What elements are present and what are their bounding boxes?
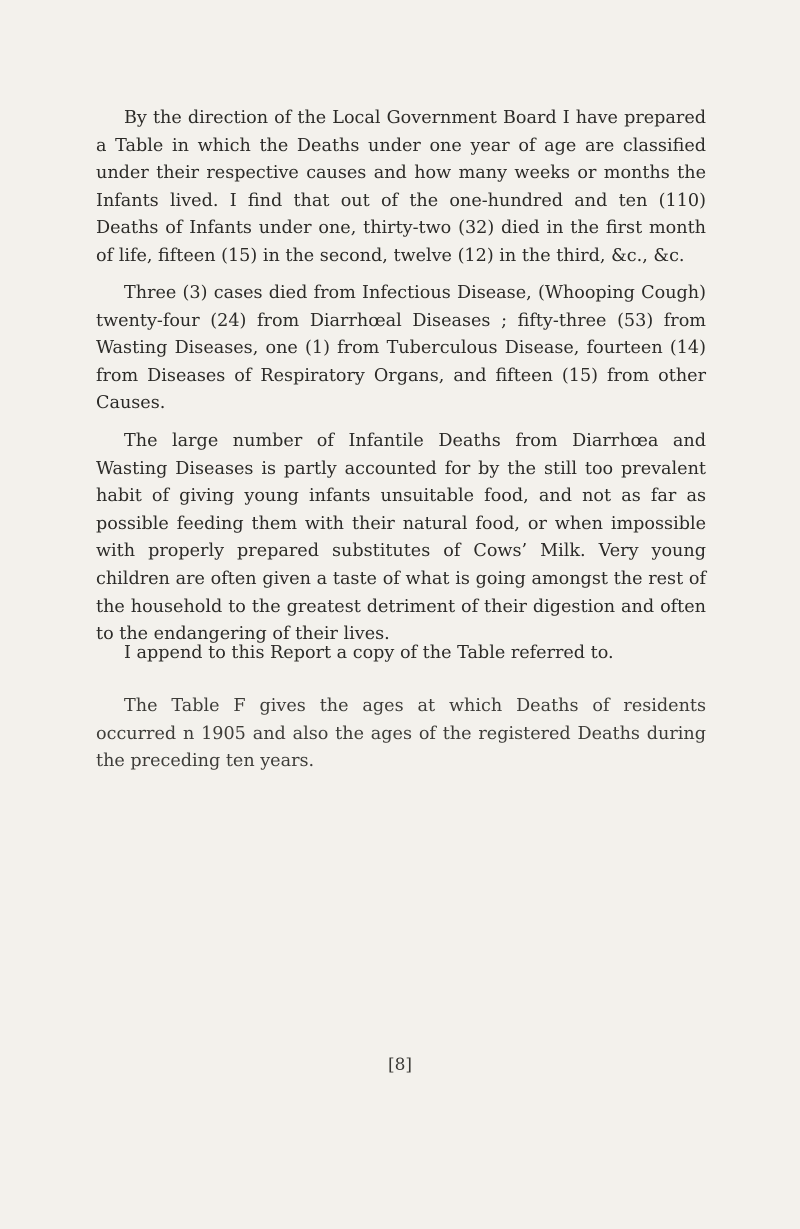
paragraph-diarrhoea-wasting: The large number of Infantile Deaths from Diarrhœa and Wasting Diseases is partly accounted for by the still too prevalent habit of giving young infants unsuitable food, and not as far as possible feeding them with their natural food, or when impossible with properly prepared substitutes of Cows’ Milk. Very young children are often given a taste of what is going amongst the rest of the household to the greatest detriment of their digestion and often to the endangering of their lives.: [96, 431, 706, 645]
page-number: [8]: [387, 1055, 413, 1075]
paragraph-infant-deaths-table: By the direction of the Local Government Board I have prepared a Table in which the Deaths under one year of age are classified under their respective causes and how many weeks or months the Infants lived. I find that out of the one-hundred and ten (110) Deaths of Infants under one, thirty-two (32) died in the first month of life, fifteen (15) in the second, twelve (12) in the third, &c., &c.: [96, 108, 706, 266]
paragraph-table-f: The Table F gives the ages at which Deaths of residents occurred n 1905 and also the ages of the registered Deaths during the preceding ten years.: [96, 696, 706, 772]
paragraph-append-table: I append to this Report a copy of the Table referred to.: [124, 643, 614, 663]
paragraph-causes-of-death: Three (3) cases died from Infectious Disease, (Whooping Cough) twenty-four (24) from Diarrhœal Diseases ; fifty-three (53) from Wasting Diseases, one (1) from Tuberculous Disease, fourteen (14) from Diseases of Respiratory Organs, and fifteen (15) from other Causes.: [96, 283, 706, 414]
